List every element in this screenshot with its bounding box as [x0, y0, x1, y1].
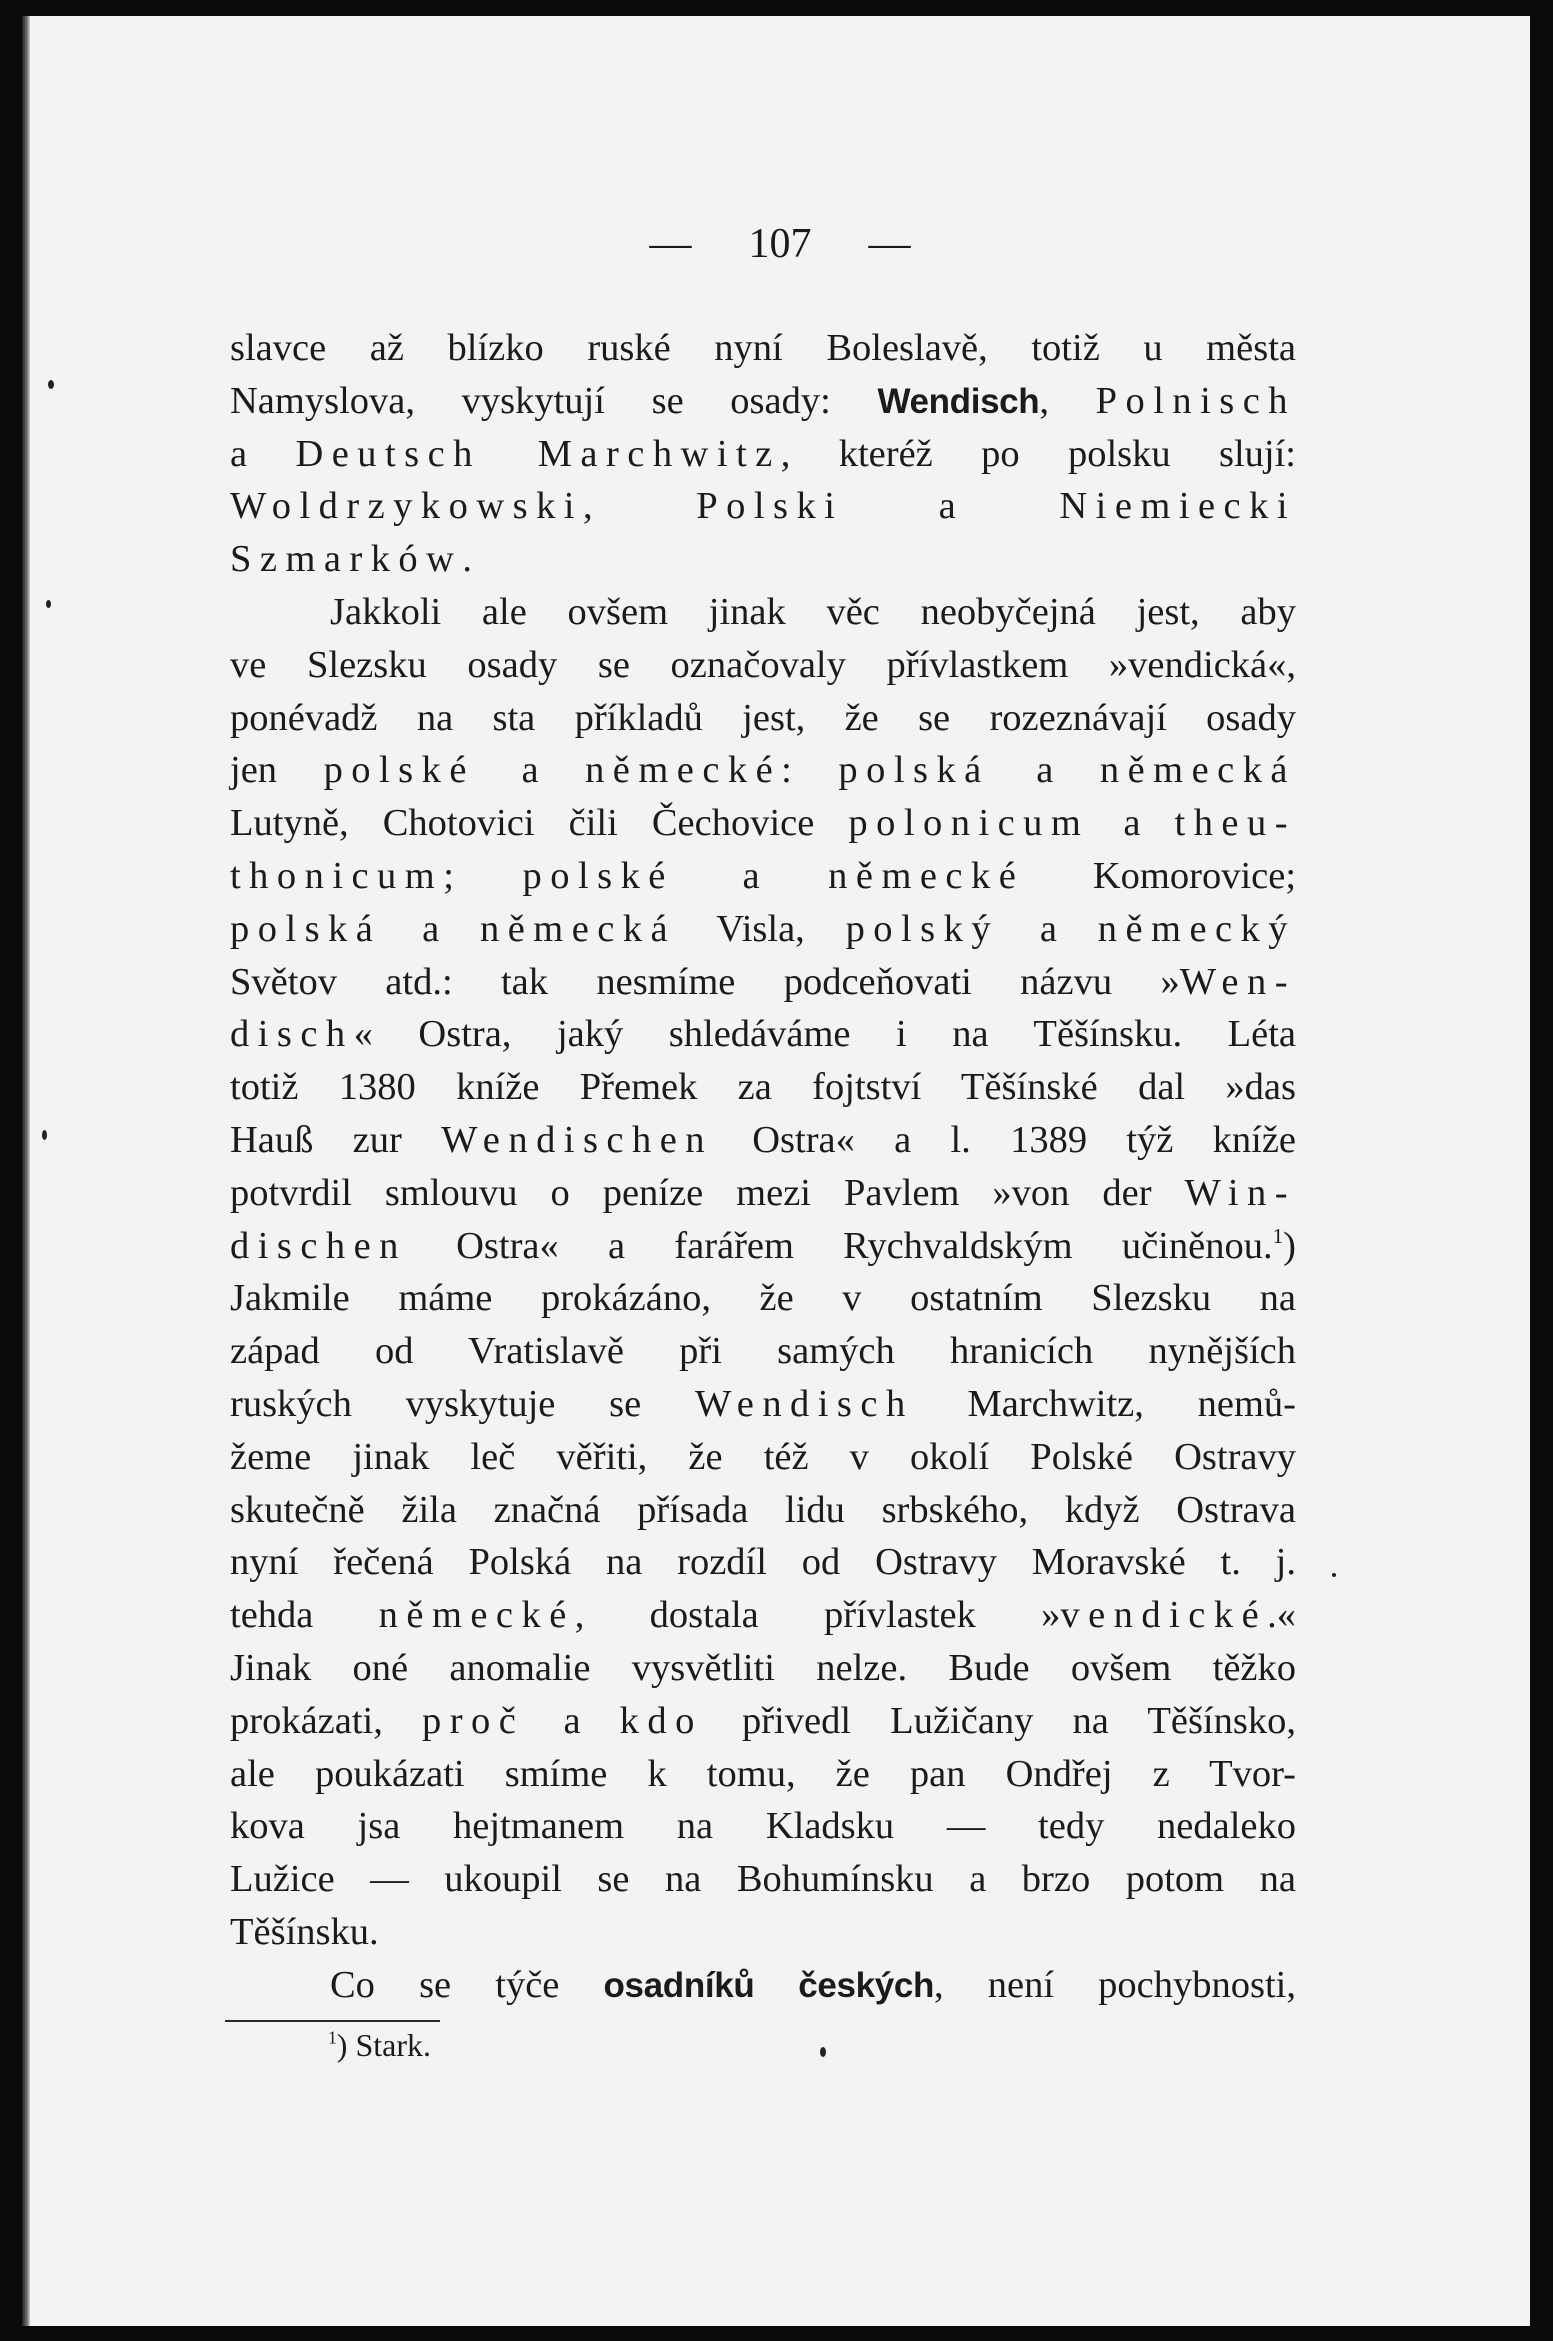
- text-line: dischen Ostra« a farářem Rychvaldským učiněnou.$^1$): [230, 1223, 1296, 1267]
- text-line: Lužice — ukoupil se na Bohumínsku a brzo potom na: [230, 1858, 1296, 1901]
- text-line: kova jsa hejtmanem na Kladsku — tedy nedaleko: [230, 1805, 1296, 1848]
- print-speck: [42, 1130, 47, 1140]
- text-line: ale poukázati smíme k tomu, že pan Ondřej z Tvor-: [230, 1752, 1296, 1795]
- text-line: ruských vyskytuje se Wendisch Marchwitz, nemů-: [230, 1382, 1296, 1425]
- text-line: Szmarków.: [230, 538, 473, 581]
- text-line: Těšínsku.: [230, 1910, 379, 1953]
- text-line: nyní řečená Polská na rozdíl od Ostravy Moravské t. j.: [230, 1541, 1296, 1584]
- text-line: západ od Vratislavě při samých hranicích nynějších: [230, 1330, 1296, 1373]
- print-speck: [46, 600, 51, 608]
- text-line: Namyslova, vyskytují se osady: Wendisch, Polnisch: [230, 379, 1296, 422]
- text-line: prokázati, proč a kdo přivedl Lužičany na Těšínsko,: [230, 1699, 1296, 1742]
- text-line: Světov atd.: tak nesmíme podceňovati názvu »Wen-: [230, 960, 1296, 1003]
- book-spine-shadow: [22, 16, 30, 2326]
- text-line: Lutyně, Chotovici čili Čechovice polonicum a theu-: [230, 802, 1296, 845]
- text-line: žeme jinak leč věřiti, že též v okolí Polské Ostravy: [230, 1435, 1296, 1478]
- footnote-ref: 1: [1272, 1223, 1284, 1248]
- text-line: Jinak oné anomalie vysvětliti nelze. Bude ovšem těžko: [230, 1646, 1296, 1689]
- footnote-text: ) Stark.: [336, 2027, 431, 2063]
- text-line: totiž 1380 kníže Přemek za fojtství Těšínské dal »das: [230, 1066, 1296, 1109]
- page-header: [640, 220, 920, 268]
- text-line: tehda německé, dostala přívlastek »vendické.«: [230, 1594, 1297, 1637]
- print-speck: [48, 380, 54, 389]
- footnote-marker: 1: [328, 2027, 337, 2048]
- text-line: ponévadž na sta příkladů jest, že se rozeznávají osady: [230, 696, 1296, 739]
- page-number: 107: [748, 221, 812, 267]
- text-line: Jakmile máme prokázáno, že v ostatním Slezsku na: [230, 1277, 1296, 1320]
- print-speck: [1332, 1573, 1336, 1577]
- text-line: a Deutsch Marchwitz, kteréž po polsku slují:: [230, 432, 1297, 475]
- text-line: Jakkoli ale ovšem jinak věc neobyčejná jest, aby: [330, 590, 1296, 633]
- text-line: jen polské a německé: polská a německá: [230, 749, 1296, 792]
- header-dash-right: —: [868, 221, 911, 267]
- text-line: Woldrzykowski, Polski a Niemiecki: [230, 485, 1296, 528]
- text-line: Hauß zur Wendischen Ostra« a l. 1389 týž kníže: [230, 1118, 1296, 1161]
- text-line: potvrdil smlouvu o peníze mezi Pavlem »von der Win-: [230, 1171, 1296, 1214]
- text-line: thonicum; polské a německé Komorovice;: [230, 854, 1297, 897]
- header-dash-left: —: [649, 221, 692, 267]
- footnote-rule: [225, 2020, 440, 2022]
- body-text: [230, 322, 1296, 2012]
- text-line: polská a německá Visla, polský a německý: [230, 907, 1297, 950]
- print-speck: [820, 2047, 826, 2057]
- text-line: disch« Ostra, jaký shledáváme i na Těšínsku. Léta: [230, 1013, 1296, 1056]
- text-line: ve Slezsku osady se označovaly přívlastkem »vendická«,: [230, 643, 1296, 686]
- text-line: Co se týče osadníků českých, není pochybnosti,: [330, 1963, 1297, 2006]
- footnote: [328, 2027, 431, 2064]
- text-line: skutečně žila značná přísada lidu srbského, když Ostrava: [230, 1488, 1296, 1531]
- text-line: slavce až blízko ruské nyní Boleslavě, totiž u města: [230, 327, 1296, 369]
